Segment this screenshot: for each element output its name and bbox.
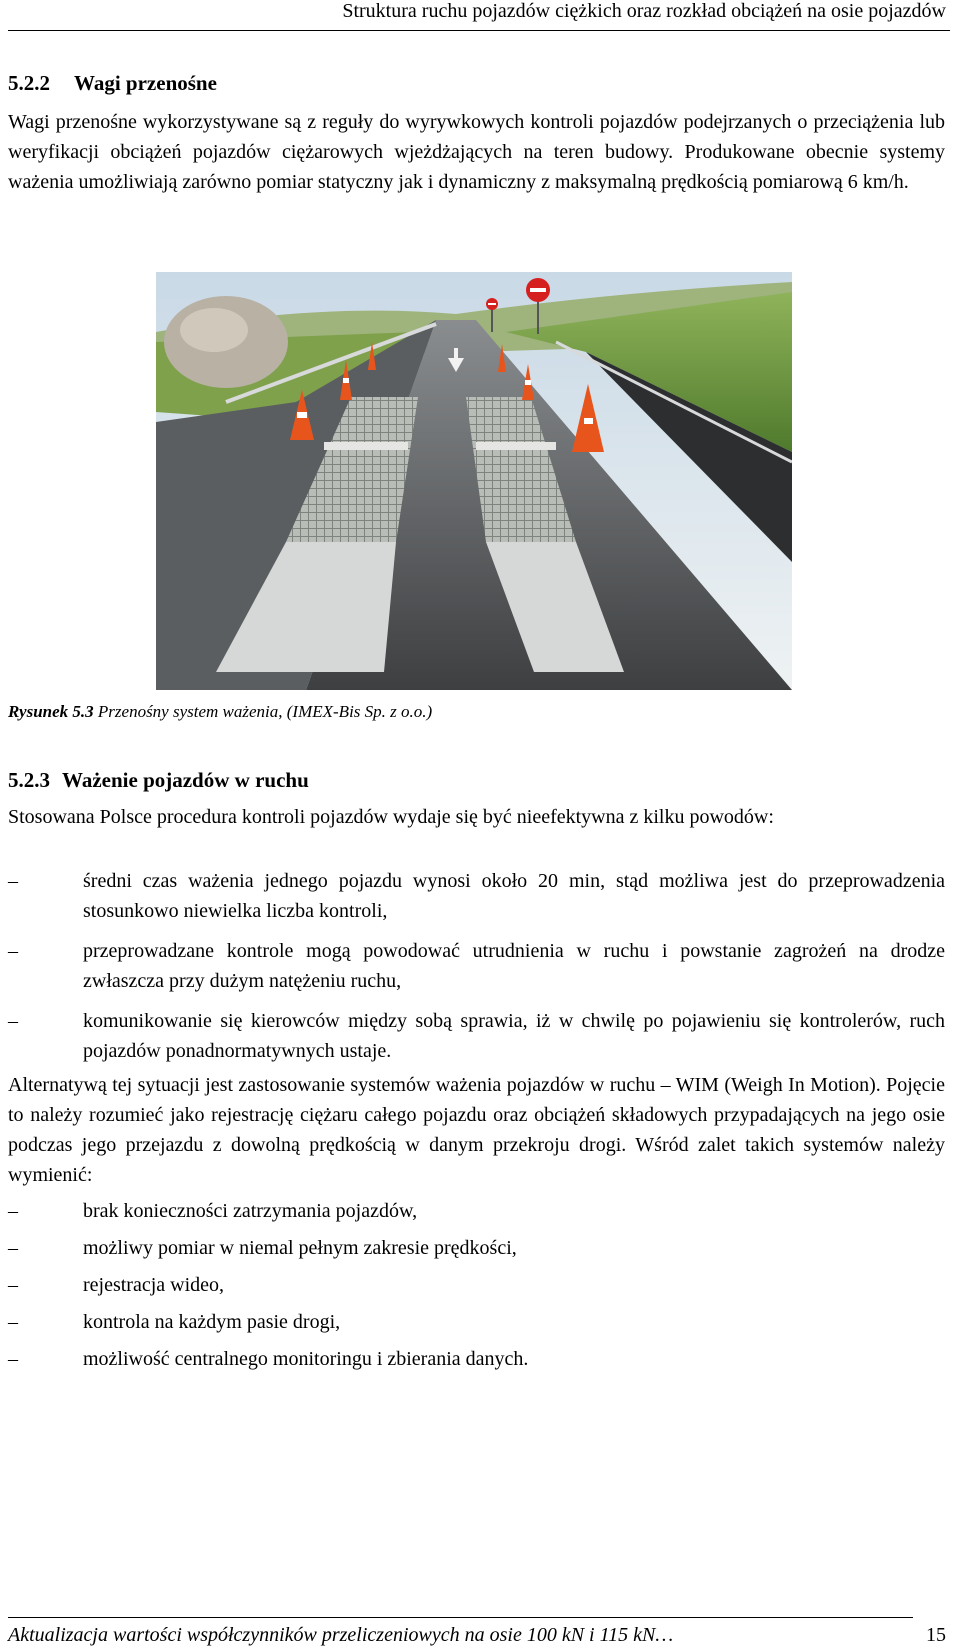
list-dash: – [8, 1274, 18, 1296]
list-item: rejestracja wideo, [83, 1274, 225, 1296]
list-item: przeprowadzane kontrole mogą powodować utrudnienia w ruchu i powstanie zagrożeń na drodze zwłaszcza przy dużym natężeniu ruchu, [83, 940, 945, 992]
section-title: Wagi przenośne [74, 71, 217, 95]
section-523-heading [8, 768, 309, 793]
figure-caption [8, 702, 432, 722]
section-522-heading [8, 71, 217, 96]
list-item: możliwy pomiar w niemal pełnym zakresie prędkości, [83, 1237, 517, 1259]
list-item: kontrola na każdym pasie drogi, [83, 1311, 341, 1333]
list-dash: – [8, 1200, 18, 1222]
footer-title: Aktualizacja wartości współczynników przeliczeniowych na osie 100 kN i 115 kN… [8, 1624, 674, 1646]
running-header: Struktura ruchu pojazdów ciężkich oraz rozkład obciążeń na osie pojazdów [342, 0, 946, 22]
list-dash: – [8, 1237, 18, 1259]
section-title: Ważenie pojazdów w ruchu [62, 768, 309, 792]
list-item: możliwość centralnego monitoringu i zbierania danych. [83, 1348, 529, 1370]
figure-label: Rysunek 5.3 [8, 702, 94, 721]
list-dash: – [8, 870, 18, 892]
list-item: komunikowanie się kierowców między sobą sprawia, iż w chwilę po pojawieniu się kontrolerów, ruch pojazdów ponadnormatywnych ustaje. [83, 1010, 945, 1062]
list-item: brak konieczności zatrzymania pojazdów, [83, 1200, 418, 1222]
list-item: średni czas ważenia jednego pojazdu wynosi około 20 min, stąd możliwa jest do przeprowadzenia stosunkowo niewielka liczba kontroli, [83, 870, 945, 922]
list-dash: – [8, 1348, 18, 1370]
section-number: 5.2.2 [8, 71, 50, 95]
header-rule [8, 30, 950, 31]
wim-paragraph: Alternatywą tej sytuacji jest zastosowanie systemów ważenia pojazdów w ruchu – WIM (Weigh In Motion). Pojęcie to należy rozumieć jako rejestrację ciężaru całego pojazdu oraz obciążeń składowych przypadających na jego osie podczas jego przejazdu z dowolną prędkością w danym przekroju drogi. Wśród zalet takich systemów należy wymienić: [8, 1074, 945, 1186]
section-523-intro: Stosowana Polsce procedura kontroli pojazdów wydaje się być nieefektywna z kilku powodów: [8, 806, 774, 828]
list-dash: – [8, 1311, 18, 1333]
list-dash: – [8, 1010, 18, 1032]
page-number: 15 [926, 1624, 946, 1646]
section-number: 5.2.3 [8, 768, 50, 792]
section-522-paragraph: Wagi przenośne wykorzystywane są z reguły do wyrywkowych kontroli pojazdów podejrzanych o przeciążenia lub weryfikacji obciążeń pojazdów ciężarowych wjeżdżających na teren budowy. Produkowane obecnie systemy ważenia umożliwiają zarówno pomiar statyczny jak i dynamiczny z maksymalną prędkością pomiarową 6 km/h. [8, 111, 945, 193]
footer-rule [8, 1617, 913, 1618]
figure-caption-text: Przenośny system ważenia, (IMEX-Bis Sp. z o.o.) [97, 702, 433, 721]
list-dash: – [8, 940, 18, 962]
portable-scale-photo [156, 272, 792, 690]
